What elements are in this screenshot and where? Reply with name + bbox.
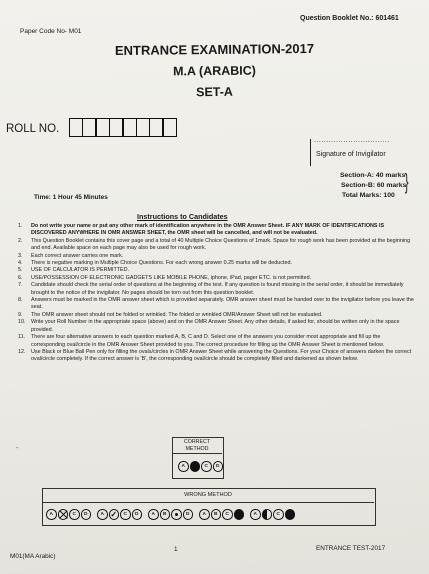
wrong-example-cross	[46, 509, 91, 520]
bubble-b-half	[262, 509, 273, 520]
instruction-number: 10.	[18, 319, 26, 326]
section-b-marks: Section-B: 60 marks	[341, 182, 407, 189]
instruction-item	[18, 238, 416, 253]
bubble-b: B	[160, 509, 171, 520]
wrong-example-dot	[148, 509, 193, 520]
instruction-number: 4.	[18, 260, 23, 267]
instruction-number: 6.	[18, 274, 23, 281]
wrong-method-label: WRONG METHOD	[184, 492, 232, 498]
exam-title: ENTRANCE EXAMINATION-2017	[114, 40, 315, 59]
correct-method-bubbles	[178, 461, 223, 472]
instruction-text: Answers must be marked in the OMR answer sheet which is provided separately. OMR answer sheet must be handed over to the invigilator before you leave the seat.	[31, 297, 414, 311]
roll-digit-box[interactable]	[162, 118, 177, 137]
instruction-text: USE OF CALCULATOR IS PERMITTED.	[31, 267, 130, 274]
instruction-text: Candidate should check the serial order of questions at the beginning of the test. If any question is found missing in the serial order, it should be immediately brought to the notice of the invigilator. No pages should be torn out from this question booklet.	[31, 282, 404, 296]
bubble-d-filled: D	[285, 509, 296, 520]
bubble-a: A	[178, 461, 189, 472]
bubble-c-dotted	[171, 509, 182, 520]
brace-icon: }	[404, 169, 409, 194]
instruction-item	[18, 349, 416, 364]
instruction-item	[18, 282, 416, 297]
instruction-text: There are four alternative answers to each question marked A, B, C and D. Select one of the answers you consider most appropriate and fill up the corresponding oval/circle in the OMR Answer Sheet provided to you. The correct procedure for filling up the OMR Answer Sheet is mentioned below.	[31, 334, 385, 348]
instruction-number: 9.	[18, 311, 23, 318]
invigilator-signature-label: Signature of Invigilator	[316, 151, 386, 158]
instruction-text: USE/POSSESSION OF ELECTRONIC GADGETS LIKE MOBILE PHONE, iphone, iPad, pager ETC. is not permitted.	[31, 274, 312, 281]
margin-mark: -	[16, 445, 19, 452]
bubble-d-filled	[234, 509, 245, 520]
instruction-number: 11.	[18, 334, 26, 341]
instruction-number: 2.	[18, 237, 23, 244]
bubble-c: C	[69, 509, 80, 520]
bubble-b-ticked	[109, 509, 120, 520]
exam-subject: M.A (ARABIC)	[172, 63, 256, 79]
booklet-number: Question Booklet No.: 601461	[300, 15, 399, 22]
bubble-d: D	[183, 509, 194, 520]
bubble-c: C	[201, 461, 212, 472]
instruction-item	[18, 297, 416, 312]
instruction-number: 8.	[18, 297, 23, 304]
instructions-list	[18, 223, 416, 364]
instruction-item	[18, 267, 416, 274]
instruction-number: 5.	[18, 267, 23, 274]
instruction-text: This Question Booklet contains this cover page and a total of 40 Multiple Choice Questions of 1mark. Space for rough work has been provided at the beginning and end. Available space on each page may also be used for rough work.	[31, 237, 411, 252]
instruction-text: The OMR answer sheet should not be folded or wrinkled. The folded or wrinkled OMR/Answer Sheet will not be evaluated.	[31, 311, 323, 318]
roll-number-label: ROLL NO.	[6, 123, 60, 135]
instruction-number: 3.	[18, 252, 23, 259]
bubble-a: A	[199, 509, 210, 520]
correct-method-divider	[172, 453, 222, 454]
bubble-a: A	[250, 509, 261, 520]
bubble-c: C	[273, 509, 284, 520]
bubble-b-filled	[190, 461, 201, 472]
roll-number-boxes	[70, 118, 177, 137]
bubble-b-crossed	[58, 509, 69, 520]
instruction-item	[18, 334, 416, 349]
instruction-item	[18, 260, 416, 267]
bubble-a: A	[46, 509, 57, 520]
footer-test-name: ENTRANCE TEST-2017	[316, 545, 386, 552]
instruction-number: 1.	[18, 223, 23, 229]
bubble-a: A	[148, 509, 159, 520]
instruction-number: 7.	[18, 282, 23, 289]
total-marks: Total Marks: 100	[342, 192, 395, 199]
instructions-heading: Instructions to Candidates	[137, 212, 228, 221]
instruction-text: Write your Roll Number in the appropriate space (above) and on the OMR Answer Sheet. Any other details, if asked for, should be written only in the space provided.	[31, 319, 400, 333]
wrong-method-bubbles	[46, 509, 295, 520]
wrong-example-tick	[97, 509, 142, 520]
bubble-d: D	[81, 509, 92, 520]
instruction-text: Do not write your name or put any other mark of identification anywhere in the OMR Answer Sheet. IF ANY MARK OF IDENTIFICATIONS IS DISCOVERED ANYWHERE IN OMR ANSWER SHEET, the OMR sheet will be cancelled, and will not be evaluated.	[31, 223, 385, 237]
instruction-item	[18, 275, 416, 282]
exam-set: SET-A	[196, 84, 233, 100]
page-number: 1	[174, 546, 178, 553]
instruction-item	[18, 312, 416, 319]
instruction-number: 12.	[18, 348, 26, 355]
signature-divider	[310, 139, 311, 166]
instruction-item	[18, 319, 416, 334]
instruction-text: Each correct answer carries one mark.	[31, 252, 124, 259]
correct-method-label: CORRECT METHOD	[183, 439, 211, 452]
instruction-item	[18, 223, 416, 238]
bubble-d: D	[213, 461, 224, 472]
bubble-b: B	[211, 509, 222, 520]
bubble-c: C	[120, 509, 131, 520]
bubble-c: C	[222, 509, 233, 520]
bubble-a: A	[97, 509, 108, 520]
instruction-item	[18, 253, 416, 260]
section-a-marks: Section-A: 40 marks	[340, 172, 406, 179]
footer-paper-code: M01(MA Arabic)	[10, 553, 56, 560]
exam-time: Time: 1 Hour 45 Minutes	[34, 194, 108, 201]
bubble-d: D	[132, 509, 143, 520]
wrong-example-ring	[199, 509, 244, 520]
wrong-method-divider	[42, 502, 374, 503]
paper-code: Paper Code No- M01	[20, 28, 82, 35]
signature-line: ...............................	[314, 137, 390, 144]
instruction-text: There is negative marking in Multiple Choice Questions. For each wrong answer 0.25 marks will be deducted.	[31, 260, 292, 267]
instruction-text: Use Black or Blue Ball Pen only for filling the ovals/circles in OMR Answer Sheet while answering the Questions. For your Choice of answers darken the correct oval/circle completely. If the correct answer is 'B', the corresponding oval/circle should be completely filled and darkened as shown below.	[31, 348, 412, 363]
wrong-example-half	[250, 509, 295, 520]
